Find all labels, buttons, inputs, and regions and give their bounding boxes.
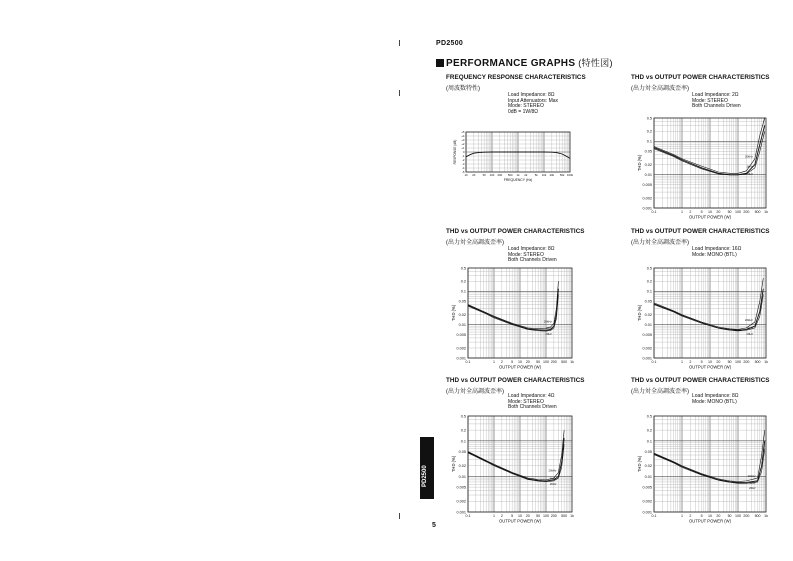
y-tick-label: 0.5 [460, 414, 466, 419]
y-tick-label: 0.5 [646, 414, 652, 419]
y-tick-label: +5 [461, 130, 465, 135]
y-tick-label: 0.005 [456, 485, 466, 490]
condition-line: Mode: STEREO [508, 398, 544, 405]
x-tick-label: 50 [727, 210, 732, 214]
y-tick-label: 0.005 [642, 485, 652, 490]
y-tick-label: 0.002 [642, 196, 652, 201]
y-tick-label: 0.001 [456, 356, 466, 361]
x-axis-label: OUTPUT POWER (W) [688, 364, 732, 370]
panel-subtitle: (出力対全高調波歪率) [631, 389, 689, 395]
y-tick-label: 0.1 [646, 289, 652, 294]
y-tick-label: 0.05 [458, 299, 466, 304]
side-tab [420, 437, 434, 499]
panel-frequency-response [446, 74, 616, 92]
series-label: 20kHz [744, 318, 753, 323]
panel-title: THD vs OUTPUT POWER CHARACTERISTICS [446, 377, 585, 384]
y-tick-label: 0.02 [458, 313, 466, 318]
y-tick-label: 0.002 [456, 499, 466, 504]
x-tick-label: 50 [482, 173, 486, 177]
panel-title: FREQUENCY RESPONSE CHARACTERISTICS [446, 74, 586, 81]
x-tick-label: 5 [700, 360, 703, 364]
y-tick-label: 0.02 [458, 464, 466, 469]
x-tick-label: 10 [518, 360, 522, 364]
y-tick-label: 0.5 [646, 266, 652, 271]
y-tick-label: 0.1 [460, 439, 466, 444]
binding-mark [399, 90, 400, 96]
thd-chart-8ohm-stereo [450, 266, 576, 372]
x-tick-label: 10 [708, 210, 712, 214]
x-axis-label: OUTPUT POWER (W) [688, 518, 732, 524]
y-tick-label: 0.02 [644, 313, 652, 318]
y-axis-label: RESPONSE (dB) [453, 139, 457, 165]
thd-chart-4ohm-stereo [450, 414, 576, 526]
condition-line: Both Channels Driven [508, 257, 557, 264]
y-tick-label: -4 [462, 166, 465, 171]
x-tick-label: 0.1 [465, 514, 471, 518]
series-label: 20kHz [548, 468, 557, 473]
panel-title: THD vs OUTPUT POWER CHARACTERISTICS [631, 228, 770, 235]
y-tick-label: 0.1 [646, 139, 652, 144]
x-tick-label: 500 [561, 514, 568, 518]
y-axis-label: THD (%) [451, 304, 456, 322]
y-tick-label: 0.002 [456, 346, 466, 351]
condition-line: Mode: MONO (BTL) [692, 398, 737, 405]
series-label: 20Hz [749, 485, 756, 490]
y-tick-label: 0.2 [646, 279, 652, 284]
panel-conditions [508, 247, 557, 264]
panel-subtitle: (出力対全高調波歪率) [631, 240, 689, 246]
x-tick-label: 200 [550, 514, 557, 518]
x-tick-label: 10 [464, 173, 468, 177]
panel-subtitle: (出力対全高調波歪率) [446, 240, 504, 246]
x-tick-label: 100 [735, 360, 741, 364]
x-tick-label: 5k [534, 173, 538, 177]
condition-line: Load Impedance: 8Ω [508, 92, 555, 98]
condition-line: Both Channels Driven [508, 404, 557, 411]
x-tick-label: 1k [764, 360, 768, 364]
condition-line: 0dB = 1W/8Ω [508, 108, 539, 115]
condition-line: Mode: STEREO [508, 251, 544, 258]
x-tick-label: 0.1 [651, 360, 657, 364]
x-tick-label: 10 [708, 514, 712, 518]
panel-conditions [508, 93, 558, 115]
thd-chart-2ohm-stereo [636, 116, 772, 222]
y-tick-label: 0.2 [646, 129, 652, 134]
x-axis-label: OUTPUT POWER (W) [498, 518, 542, 524]
x-tick-label: 50 [536, 514, 541, 518]
x-tick-label: 1k [570, 514, 574, 518]
x-tick-label: 20k [549, 173, 555, 177]
x-tick-label: 100 [543, 514, 549, 518]
x-tick-label: 200 [743, 514, 750, 518]
x-tick-label: 50 [727, 360, 732, 364]
x-tick-label: 50 [536, 360, 541, 364]
panel-thd-2ohm-stereo [631, 74, 793, 92]
y-tick-label: 0.005 [642, 333, 652, 338]
x-tick-label: 20 [472, 173, 476, 177]
binding-mark [399, 40, 400, 46]
y-tick-label: 0.05 [458, 449, 466, 454]
x-tick-label: 500 [754, 210, 761, 214]
series-label: 1kHz [550, 476, 557, 481]
y-tick-label: 0.01 [644, 323, 652, 328]
x-tick-label: 500 [754, 514, 761, 518]
y-tick-label: +2 [461, 142, 465, 147]
x-tick-label: 50k [559, 173, 565, 177]
x-tick-label: 100 [489, 173, 495, 177]
panel-conditions [692, 394, 739, 405]
x-tick-label: 0.1 [651, 514, 657, 518]
x-tick-label: 100 [735, 210, 741, 214]
y-tick-label: 0.001 [642, 206, 652, 211]
y-tick-label: 0.05 [644, 149, 652, 154]
x-tick-label: 1 [681, 514, 683, 518]
x-tick-label: 2 [689, 514, 692, 518]
condition-line: Mode: STEREO [692, 97, 728, 104]
condition-line: Load Impedance: 4Ω [508, 393, 555, 399]
x-tick-label: 5 [511, 514, 514, 518]
condition-line: Mode: STEREO [508, 103, 544, 110]
y-tick-label: 0.001 [642, 510, 652, 515]
x-tick-label: 10k [541, 173, 547, 177]
y-tick-label: +1 [461, 146, 465, 151]
x-axis-label: OUTPUT POWER (W) [498, 364, 542, 370]
x-tick-label: 2k [524, 173, 528, 177]
y-tick-label: 0.2 [646, 428, 652, 433]
y-tick-label: 0.5 [646, 116, 652, 121]
section-title [436, 56, 613, 69]
section-title-text: PERFORMANCE GRAPHS [446, 58, 576, 69]
panel-title: THD vs OUTPUT POWER CHARACTERISTICS [631, 377, 770, 384]
x-tick-label: 2 [689, 210, 692, 214]
condition-line: Load Impedance: 8Ω [508, 246, 555, 252]
x-tick-label: 0.1 [465, 360, 471, 364]
panel-thd-8ohm-stereo [446, 228, 616, 246]
model-name: PD2500 [436, 40, 464, 47]
x-tick-label: 2 [500, 360, 503, 364]
y-tick-label: 0.01 [458, 323, 466, 328]
panel-subtitle: (出力対全高調波歪率) [446, 389, 504, 395]
y-tick-label: -3 [462, 162, 465, 167]
y-tick-label: 0.02 [644, 163, 652, 168]
x-tick-label: 5 [700, 210, 703, 214]
x-tick-label: 1 [493, 514, 495, 518]
page-number: 5 [432, 522, 436, 529]
x-tick-label: 1k [516, 173, 520, 177]
x-tick-label: 1k [570, 360, 574, 364]
x-tick-label: 200 [743, 360, 750, 364]
series-label: 20kHz [747, 474, 756, 479]
x-tick-label: 100k [566, 173, 574, 177]
series-label: 20kHz [744, 154, 753, 159]
x-tick-label: 20 [525, 360, 530, 364]
x-tick-label: 20 [716, 514, 721, 518]
x-tick-label: 2 [689, 360, 692, 364]
y-tick-label: -1 [462, 154, 465, 159]
y-tick-label: 0.001 [456, 510, 466, 515]
x-tick-label: 5 [700, 514, 703, 518]
y-tick-label: 0 [462, 150, 465, 155]
y-tick-label: 0.5 [460, 266, 466, 271]
y-tick-label: 0.005 [456, 333, 466, 338]
y-tick-label: 0.1 [460, 289, 466, 294]
condition-line: Load Impedance: 8Ω [692, 393, 739, 399]
panel-title: THD vs OUTPUT POWER CHARACTERISTICS [631, 74, 770, 81]
series-label: 20kHz [543, 319, 552, 324]
condition-line: Both Channels Driven [692, 103, 741, 110]
panel-conditions [508, 394, 557, 411]
y-tick-label: +3 [461, 138, 465, 143]
y-tick-label: 0.2 [460, 428, 466, 433]
x-tick-label: 10 [518, 514, 522, 518]
thd-chart-8ohm-mono [636, 414, 772, 526]
x-tick-label: 50 [727, 514, 732, 518]
condition-line: Load Impedance: 2Ω [692, 92, 739, 98]
y-axis-label: THD (%) [451, 455, 456, 473]
x-tick-label: 200 [497, 173, 503, 177]
panel-subtitle: (周波数特性) [446, 86, 480, 92]
y-tick-label: 0.2 [460, 279, 466, 284]
y-tick-label: 0.002 [642, 499, 652, 504]
x-tick-label: 20 [716, 360, 721, 364]
y-tick-label: 0.001 [642, 356, 652, 361]
x-tick-label: 0.1 [651, 210, 657, 214]
x-tick-label: 500 [754, 360, 761, 364]
y-tick-label: 0.02 [644, 464, 652, 469]
x-axis-label: OUTPUT POWER (W) [688, 214, 732, 220]
thd-chart-16ohm-mono [636, 266, 772, 372]
x-tick-label: 1 [493, 360, 495, 364]
y-tick-label: 0.01 [644, 474, 652, 479]
series-label: 20Hz [545, 331, 552, 336]
section-title-jp: (特性図) [578, 58, 613, 68]
y-tick-label: 0.01 [644, 173, 652, 178]
series-label: 1kHz [746, 326, 753, 331]
y-axis-label: THD (%) [637, 154, 642, 172]
y-tick-label: -5 [462, 170, 465, 175]
y-tick-label: +4 [461, 134, 465, 139]
x-tick-label: 500 [507, 173, 513, 177]
frequency-response-chart [452, 128, 574, 188]
x-tick-label: 5 [511, 360, 514, 364]
panel-subtitle: (出力対全高調波歪率) [631, 86, 689, 92]
x-tick-label: 100 [735, 514, 741, 518]
series-label: 1kHz [545, 326, 552, 331]
series-label: 20Hz [746, 171, 753, 176]
square-bullet-icon [436, 59, 444, 67]
x-tick-label: 20 [525, 514, 530, 518]
x-tick-label: 1k [764, 514, 768, 518]
x-tick-label: 2 [500, 514, 503, 518]
x-tick-label: 500 [561, 360, 568, 364]
y-axis-label: THD (%) [637, 455, 642, 473]
condition-line: Load Impedance: 16Ω [692, 246, 742, 252]
series-label: 1kHz [749, 480, 756, 485]
series-label: 20Hz [746, 331, 753, 336]
y-tick-label: 0.01 [458, 474, 466, 479]
x-tick-label: 100 [543, 360, 549, 364]
x-tick-label: 1k [764, 210, 768, 214]
panel-conditions [692, 93, 741, 110]
y-tick-label: 0.002 [642, 346, 652, 351]
binding-mark [399, 513, 400, 519]
series-label: 1kHz [746, 164, 753, 169]
condition-line: Mode: MONO (BTL) [692, 251, 737, 258]
y-tick-label: 0.05 [644, 449, 652, 454]
side-tab-label: PD2500 [422, 465, 428, 487]
x-tick-label: 1 [681, 360, 683, 364]
x-tick-label: 10 [708, 360, 712, 364]
condition-line: Input Attenuators: Max [508, 97, 559, 104]
y-tick-label: 0.05 [644, 299, 652, 304]
y-tick-label: -2 [462, 158, 465, 163]
x-tick-label: 200 [743, 210, 750, 214]
y-tick-label: 0.1 [646, 439, 652, 444]
y-tick-label: 0.005 [642, 183, 652, 188]
panel-title: THD vs OUTPUT POWER CHARACTERISTICS [446, 228, 585, 235]
panel-conditions [692, 247, 741, 258]
x-axis-label: FREQUENCY (Hz) [503, 178, 533, 182]
x-tick-label: 1 [681, 210, 683, 214]
x-tick-label: 20 [716, 210, 721, 214]
x-tick-label: 200 [550, 360, 557, 364]
y-axis-label: THD (%) [637, 304, 642, 322]
series-label: 20Hz [549, 482, 557, 487]
panel-thd-16ohm-mono [631, 228, 793, 246]
